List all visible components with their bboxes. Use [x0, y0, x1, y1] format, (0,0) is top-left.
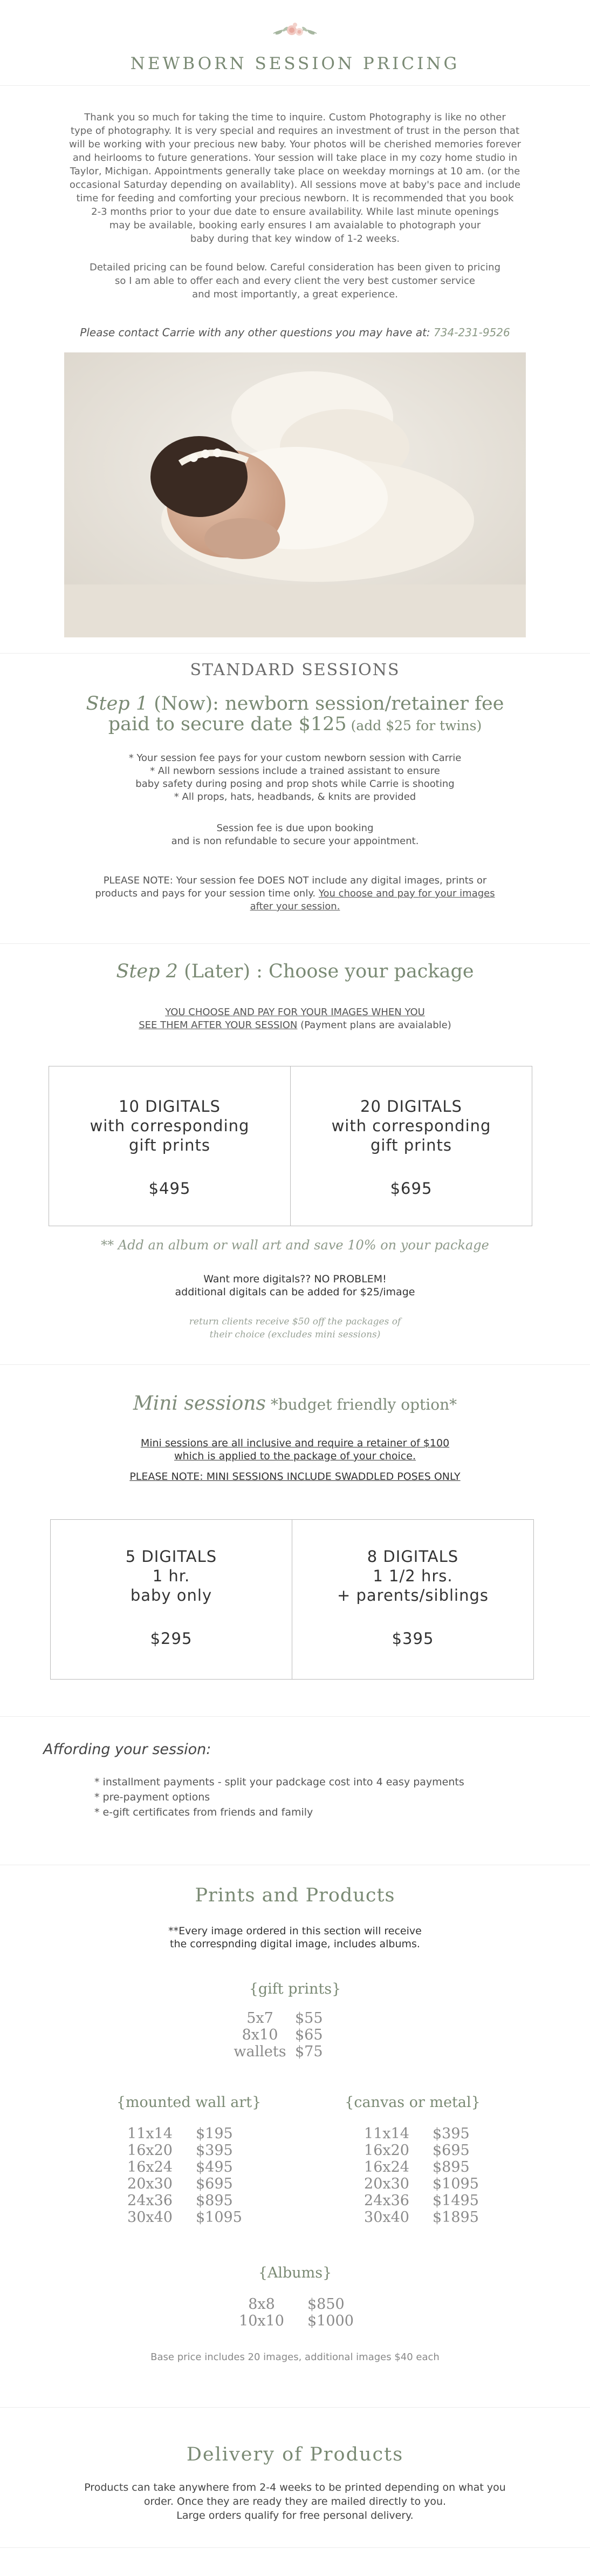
list-item: * pre-payment options	[94, 1791, 210, 1803]
canvas-metal-heading: {canvas or metal}	[345, 2094, 481, 2111]
price-row: 24x36 $1495	[364, 2192, 479, 2209]
price-row: 16x20 $695	[364, 2142, 470, 2159]
package-price: $695	[390, 1179, 433, 1198]
price-row: 5x7 $55	[246, 2010, 323, 2027]
album-offer: ** Add an album or wall art and save 10% on your package	[101, 1238, 489, 1253]
divider	[0, 1364, 590, 1365]
divider	[0, 85, 590, 86]
list-item: * installment payments - split your padckage cost into 4 easy payments	[94, 1776, 464, 1788]
package-price: $395	[392, 1629, 434, 1648]
floral-wreath-icon	[268, 19, 322, 43]
gift-prints-list	[225, 2010, 365, 2060]
price-row: 20x30 $695	[127, 2176, 233, 2192]
please-note: PLEASE NOTE: Your session fee DOES NOT include any digital images, prints or products and pays for your session time only. You choose and pay for your images after your session.	[95, 875, 495, 912]
prints-note: **Every image ordered in this section will receive the correspnding digital image, includes albums.	[168, 1925, 422, 1950]
divider	[0, 653, 590, 654]
delivery-heading: Delivery of Products	[186, 2444, 404, 2465]
price-row: 10x10 $1000	[239, 2313, 354, 2329]
albums-heading: {Albums}	[258, 2265, 332, 2281]
more-digitals-note: Want more digitals?? NO PROBLEM! additional digitals can be added for $25/image	[175, 1273, 415, 1298]
phone-link[interactable]: 734-231-9526	[434, 326, 510, 339]
standard-sessions-heading: STANDARD SESSIONS	[190, 661, 400, 679]
return-client-note: return clients receive $50 off the packages of their choice (excludes mini sessions)	[189, 1316, 401, 1340]
price-row: 16x24 $895	[364, 2159, 470, 2176]
contact-line: Please contact Carrie with any other questions you may have at: 734-231-9526	[80, 326, 510, 339]
divider	[0, 2407, 590, 2408]
delivery-text: Products can take anywhere from 2-4 weeks to be printed depending on what you order. Once they are ready they are mailed directly to you. Large orders qualify for free personal delivery.	[84, 2482, 506, 2521]
package-10-digitals: 10 DIGITALS with corresponding gift prints $495	[90, 1097, 250, 1198]
price-row: 30x40 $1895	[364, 2209, 479, 2226]
albums-list	[216, 2296, 378, 2329]
package-20-digitals: 20 DIGITALS with corresponding gift prints $695	[290, 1066, 532, 1226]
package-8-digitals: 8 DIGITALS 1 1/2 hrs. + parents/siblings $395	[292, 1520, 533, 1679]
albums-note: Base price includes 20 images, additional images $40 each	[150, 2351, 440, 2363]
price-row: wallets $75	[234, 2043, 323, 2060]
step2-heading: Step 2 (Later) : Choose your package	[116, 961, 474, 982]
price-row: 8x8 $850	[248, 2296, 345, 2313]
affording-heading: Affording your session:	[43, 1741, 211, 1758]
wall-art-list	[104, 2125, 266, 2226]
price-row: 8x10 $65	[242, 2027, 323, 2043]
newborn-photo	[64, 352, 526, 637]
list-item: * e-gift certificates from friends and family	[94, 1806, 313, 1818]
standard-packages-table	[49, 1066, 532, 1226]
mini-packages-table	[50, 1519, 534, 1680]
wall-art-heading: {mounted wall art}	[116, 2094, 262, 2111]
intro-paragraph: Thank you so much for taking the time to inquire. Custom Photography is like no other type of photography. It is very special and requires an investment of trust in the person that will be working with your precious new baby. Your photos will be cherished memories forever and heirlooms to future generations. Your session will take place in my cozy home studio in Taylor, Michigan. Appointments generally take place on weekday mornings at 10 am. (or the occasional Saturday depending on availablity). All sessions move at baby's pace and include time for feeding and comforting your precious newborn. It is recommended that you book 2-3 months prior to your due date to ensure availability. While last minute openings may be available, booking early ensures I am avaialable to photograph your baby during that key window of 1-2 weeks.	[68, 112, 522, 244]
pricing-paragraph: Detailed pricing can be found below. Careful consideration has been given to pricing so I am able to offer each and every client the very best customer service and most importantly, a great experience.	[90, 262, 500, 300]
step1-heading: Step 1 (Now): newborn session/retainer fee paid to secure date $125 (add $25 for twins)	[86, 693, 504, 735]
session-fee-bullets: * Your session fee pays for your custom newborn session with Carrie * All newborn sessions include a trained assistant to ensure baby safety during posing and prop shots while Carrie is shooting * All props, hats, headbands, & knits are provided	[128, 752, 462, 803]
package-price: $295	[150, 1629, 193, 1648]
package-price: $495	[148, 1179, 191, 1198]
price-row: 16x20 $395	[127, 2142, 233, 2159]
mini-sessions-note: Mini sessions are all inclusive and require a retainer of $100 which is applied to the package of your choice. PLEASE NOTE: MINI SESSIONS INCLUDE SWADDLED POSES ONLY	[129, 1437, 461, 1483]
price-row: 11x14 $195	[127, 2125, 233, 2142]
affording-list	[94, 1775, 464, 1820]
step2-subtext: YOU CHOOSE AND PAY FOR YOUR IMAGES WHEN YOU SEE THEM AFTER YOUR SESSION (Payment plans are avaialable)	[139, 1007, 451, 1031]
divider	[0, 943, 590, 944]
mini-sessions-heading: Mini sessions *budget friendly option*	[133, 1392, 457, 1415]
price-row: 11x14 $395	[364, 2125, 470, 2142]
package-5-digitals: 5 DIGITALS 1 hr. baby only $295	[125, 1547, 217, 1648]
price-row: 16x24 $495	[127, 2159, 233, 2176]
divider	[0, 1716, 590, 1717]
page-title: NEWBORN SESSION PRICING	[130, 54, 460, 73]
prints-heading: Prints and Products	[195, 1885, 395, 1906]
price-row: 30x40 $1095	[127, 2209, 242, 2226]
divider	[0, 2547, 590, 2548]
gift-prints-heading: {gift prints}	[249, 1981, 341, 1997]
fee-nonrefundable-note: Session fee is due upon booking and is non refundable to secure your appointment.	[171, 823, 419, 847]
price-row: 20x30 $1095	[364, 2176, 479, 2192]
price-row: 24x36 $895	[127, 2192, 233, 2209]
canvas-metal-list	[341, 2125, 503, 2226]
